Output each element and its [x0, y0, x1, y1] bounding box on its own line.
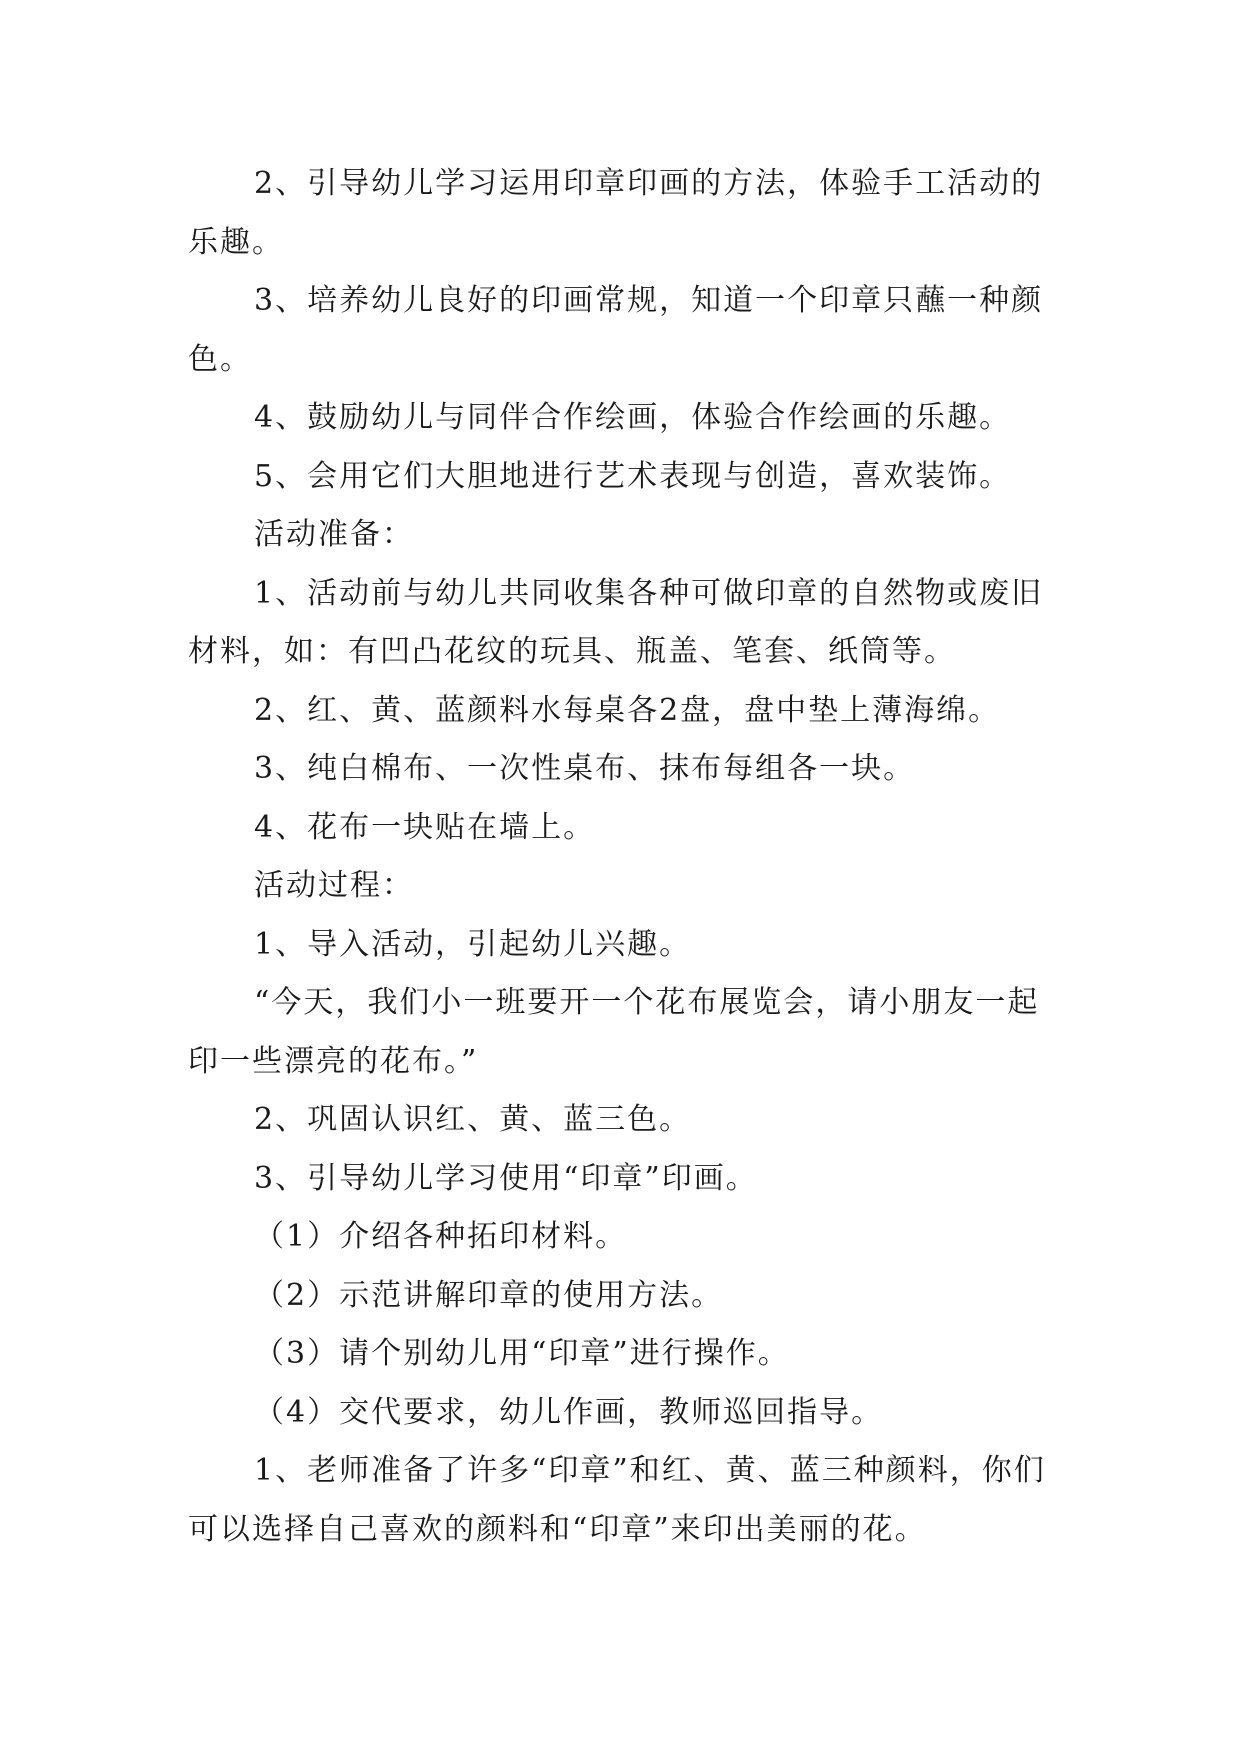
- objective-5: 5、会用它们大胆地进行艺术表现与创造，喜欢装饰。: [254, 458, 1012, 494]
- objective-4: 4、鼓励幼儿与同伴合作绘画，体验合作绘画的乐趣。: [254, 400, 1012, 435]
- process-1-quote: “今天，我们小一班要开一个花布展览会，请小朋友一起印一些漂亮的花布。”: [188, 985, 1040, 1079]
- preparation-4: 4、花布一块贴在墙上。: [254, 809, 596, 845]
- preparation-1: 1、活动前与幼儿共同收集各种可做印章的自然物或废旧材料，如：有凹凸花纹的玩具、瓶盖、笔套、纸筒等。: [188, 575, 1044, 669]
- objective-3: 3、培养幼儿良好的印画常规，知道一个印章只蘸一种颜色。: [188, 283, 1044, 377]
- section-heading-preparation: 活动准备：: [254, 517, 414, 552]
- process-2: 2、巩固认识红、黄、蓝三色。: [254, 1102, 692, 1137]
- process-3-step-3: （3）请个别幼儿用“印章”进行操作。: [254, 1336, 790, 1371]
- process-3-step-4: （4）交代要求，幼儿作画，教师巡回指导。: [254, 1394, 884, 1430]
- section-heading-process: 活动过程：: [254, 868, 414, 903]
- process-1: 1、导入活动，引起幼儿兴趣。: [254, 926, 692, 962]
- teacher-instruction-1: 1、老师准备了许多“印章”和红、黄、蓝三种颜料，你们可以选择自己喜欢的颜料和“印章”来印出美丽的花。: [188, 1453, 1046, 1547]
- document-body: [188, 155, 1068, 1559]
- preparation-3: 3、纯白棉布、一次性桌布、抹布每组各一块。: [254, 751, 916, 786]
- process-3-step-1: （1）介绍各种拓印材料。: [254, 1219, 628, 1254]
- process-3-step-2: （2）示范讲解印章的使用方法。: [254, 1277, 724, 1313]
- process-3: 3、引导幼儿学习使用“印章”印画。: [254, 1160, 758, 1196]
- preparation-2: 2、红、黄、蓝颜料水每桌各2盘，盘中垫上薄海绵。: [254, 692, 1001, 728]
- objective-2: 2、引导幼儿学习运用印章印画的方法，体验手工活动的乐趣。: [188, 166, 1044, 260]
